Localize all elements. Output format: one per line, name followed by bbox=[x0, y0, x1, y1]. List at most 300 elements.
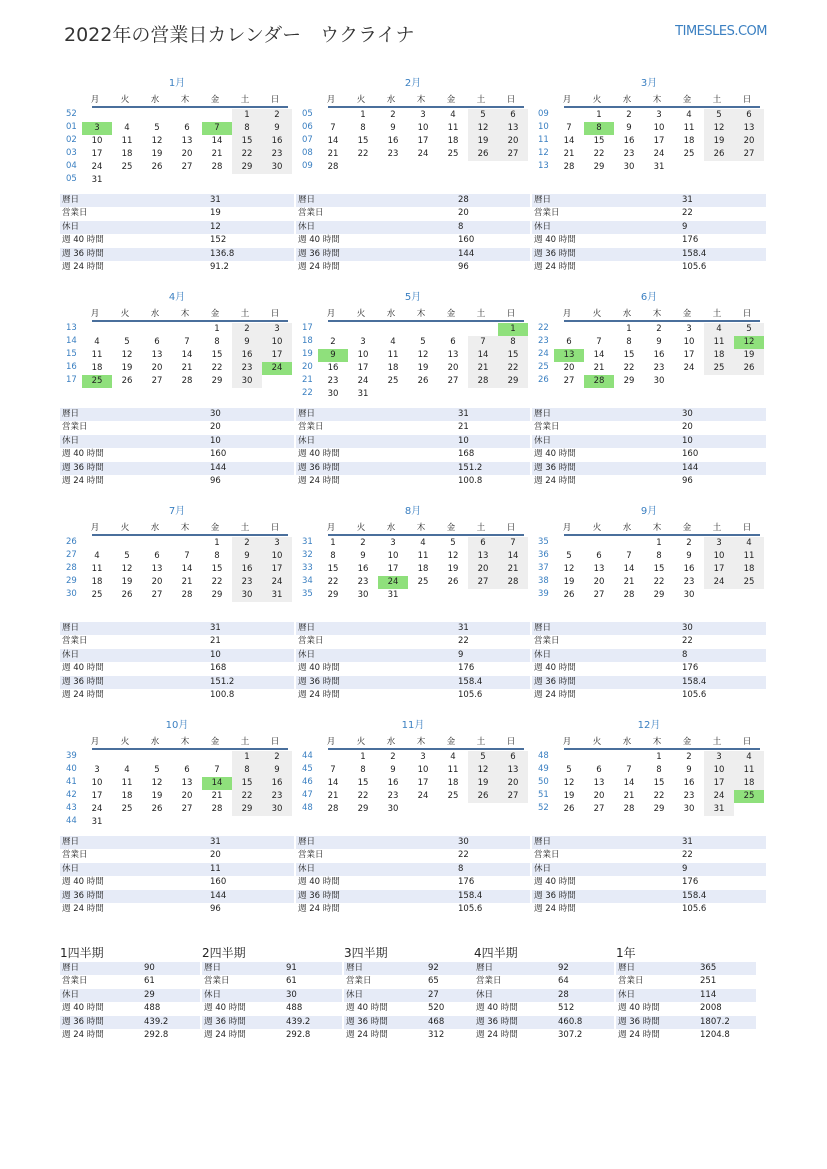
day-cell[interactable]: 10 bbox=[704, 550, 734, 563]
day-cell[interactable]: 26 bbox=[734, 362, 764, 375]
day-cell[interactable]: 29 bbox=[232, 161, 262, 174]
day-cell[interactable]: 1 bbox=[232, 751, 262, 764]
day-cell[interactable]: 29 bbox=[211, 590, 223, 600]
day-cell[interactable]: 21 bbox=[593, 363, 605, 373]
day-cell[interactable]: 11 bbox=[734, 550, 764, 563]
day-cell[interactable]: 15 bbox=[357, 136, 369, 146]
day-cell[interactable]: 25 bbox=[121, 804, 133, 814]
day-cell[interactable]: 22 bbox=[653, 791, 665, 801]
day-cell[interactable]: 24 bbox=[91, 804, 103, 814]
day-cell[interactable]: 13 bbox=[181, 136, 193, 146]
day-cell[interactable]: 3 bbox=[704, 751, 734, 764]
day-cell[interactable]: 24 bbox=[417, 149, 429, 159]
day-cell[interactable]: 2 bbox=[262, 109, 292, 122]
day-cell[interactable]: 17 bbox=[683, 350, 695, 360]
day-cell[interactable]: 14 bbox=[211, 136, 223, 146]
day-cell[interactable]: 12 bbox=[417, 350, 429, 360]
day-cell[interactable]: 9 bbox=[390, 765, 396, 775]
day-cell[interactable]: 9 bbox=[390, 123, 396, 133]
day-cell[interactable]: 26 bbox=[121, 590, 133, 600]
day-cell[interactable]: 5 bbox=[154, 765, 160, 775]
day-cell[interactable]: 15 bbox=[498, 349, 528, 362]
day-cell[interactable]: 11 bbox=[121, 136, 133, 146]
day-cell[interactable]: 12 bbox=[563, 778, 575, 788]
day-cell[interactable]: 1 bbox=[498, 323, 528, 336]
day-cell[interactable]: 23 bbox=[683, 791, 695, 801]
day-cell[interactable]: 3 bbox=[656, 110, 662, 120]
day-cell[interactable]: 5 bbox=[450, 538, 456, 548]
day-cell[interactable]: 14 bbox=[181, 564, 193, 574]
day-cell[interactable]: 22 bbox=[357, 149, 369, 159]
day-cell[interactable]: 22 bbox=[211, 363, 223, 373]
day-cell[interactable]: 13 bbox=[447, 350, 459, 360]
day-cell[interactable]: 2 bbox=[360, 538, 366, 548]
day-cell[interactable]: 19 bbox=[417, 363, 429, 373]
day-cell[interactable]: 17 bbox=[91, 149, 103, 159]
day-cell[interactable]: 19 bbox=[151, 149, 163, 159]
day-cell[interactable]: 13 bbox=[181, 778, 193, 788]
day-cell[interactable]: 25 bbox=[417, 577, 429, 587]
day-cell[interactable]: 26 bbox=[704, 148, 734, 161]
day-cell[interactable]: 28 bbox=[623, 804, 635, 814]
day-cell[interactable]: 30 bbox=[357, 590, 369, 600]
day-cell[interactable]: 12 bbox=[447, 551, 459, 561]
day-cell[interactable]: 7 bbox=[468, 336, 498, 349]
day-cell[interactable]: 25 bbox=[447, 149, 459, 159]
day-cell[interactable]: 5 bbox=[420, 337, 426, 347]
day-cell[interactable]: 21 bbox=[211, 149, 223, 159]
day-cell[interactable]: 18 bbox=[121, 149, 133, 159]
day-cell[interactable]: 17 bbox=[417, 778, 429, 788]
day-cell[interactable]: 13 bbox=[498, 764, 528, 777]
day-cell[interactable]: 18 bbox=[734, 777, 764, 790]
day-cell[interactable]: 11 bbox=[91, 350, 103, 360]
day-cell[interactable]: 9 bbox=[686, 551, 692, 561]
day-cell[interactable]: 23 bbox=[623, 149, 635, 159]
day-cell[interactable]: 12 bbox=[704, 122, 734, 135]
day-cell[interactable]: 19 bbox=[468, 777, 498, 790]
day-cell[interactable]: 4 bbox=[390, 337, 396, 347]
day-cell[interactable]: 12 bbox=[151, 778, 163, 788]
day-cell[interactable]: 24 bbox=[653, 149, 665, 159]
day-cell[interactable]: 22 bbox=[211, 577, 223, 587]
day-cell[interactable]: 28 bbox=[468, 375, 498, 388]
day-cell[interactable]: 1 bbox=[330, 538, 336, 548]
day-cell[interactable]: 8 bbox=[656, 765, 662, 775]
day-cell[interactable]: 5 bbox=[734, 323, 764, 336]
day-cell[interactable]: 20 bbox=[151, 577, 163, 587]
day-cell[interactable]: 29 bbox=[357, 804, 369, 814]
day-cell[interactable]: 20 bbox=[593, 791, 605, 801]
day-cell[interactable]: 14 bbox=[468, 349, 498, 362]
day-cell[interactable]: 1 bbox=[360, 110, 366, 120]
day-cell[interactable]: 26 bbox=[468, 148, 498, 161]
day-cell[interactable]: 18 bbox=[121, 791, 133, 801]
day-cell[interactable]: 21 bbox=[327, 791, 339, 801]
day-cell[interactable]: 27 bbox=[734, 148, 764, 161]
day-cell[interactable]: 8 bbox=[360, 765, 366, 775]
day-cell[interactable]: 23 bbox=[327, 376, 339, 386]
day-cell[interactable]: 23 bbox=[232, 362, 262, 375]
day-cell[interactable]: 11 bbox=[683, 123, 695, 133]
day-cell[interactable]: 14 bbox=[498, 550, 528, 563]
day-cell[interactable]: 5 bbox=[154, 123, 160, 133]
day-cell[interactable]: 13 bbox=[593, 778, 605, 788]
day-cell[interactable]: 2 bbox=[262, 751, 292, 764]
day-cell[interactable]: 16 bbox=[387, 778, 399, 788]
day-cell[interactable]: 6 bbox=[566, 337, 572, 347]
day-cell[interactable]: 23 bbox=[653, 363, 665, 373]
day-cell[interactable]: 28 bbox=[584, 375, 614, 388]
day-cell[interactable]: 13 bbox=[554, 349, 584, 362]
day-cell[interactable]: 7 bbox=[214, 765, 220, 775]
day-cell[interactable]: 4 bbox=[124, 765, 130, 775]
day-cell[interactable]: 6 bbox=[468, 537, 498, 550]
brand-logo-text[interactable]: TIMESLES.COM bbox=[675, 24, 767, 39]
day-cell[interactable]: 20 bbox=[181, 791, 193, 801]
day-cell[interactable]: 23 bbox=[387, 791, 399, 801]
day-cell[interactable]: 15 bbox=[653, 564, 665, 574]
day-cell[interactable]: 26 bbox=[563, 804, 575, 814]
day-cell[interactable]: 7 bbox=[626, 765, 632, 775]
day-cell[interactable]: 25 bbox=[734, 790, 764, 803]
day-cell[interactable]: 4 bbox=[420, 538, 426, 548]
day-cell[interactable]: 10 bbox=[387, 551, 399, 561]
day-cell[interactable]: 8 bbox=[360, 123, 366, 133]
day-cell[interactable]: 27 bbox=[498, 790, 528, 803]
day-cell[interactable]: 10 bbox=[262, 550, 292, 563]
day-cell[interactable]: 6 bbox=[154, 551, 160, 561]
day-cell[interactable]: 9 bbox=[232, 336, 262, 349]
day-cell[interactable]: 6 bbox=[498, 109, 528, 122]
day-cell[interactable]: 10 bbox=[91, 778, 103, 788]
day-cell[interactable]: 29 bbox=[498, 375, 528, 388]
day-cell[interactable]: 21 bbox=[211, 791, 223, 801]
day-cell[interactable]: 3 bbox=[420, 110, 426, 120]
day-cell[interactable]: 18 bbox=[387, 363, 399, 373]
day-cell[interactable]: 22 bbox=[232, 790, 262, 803]
day-cell[interactable]: 17 bbox=[653, 136, 665, 146]
day-cell[interactable]: 26 bbox=[151, 162, 163, 172]
day-cell[interactable]: 19 bbox=[121, 577, 133, 587]
day-cell[interactable]: 8 bbox=[626, 337, 632, 347]
day-cell[interactable]: 10 bbox=[357, 350, 369, 360]
day-cell[interactable]: 12 bbox=[468, 122, 498, 135]
day-cell[interactable]: 21 bbox=[468, 362, 498, 375]
day-cell[interactable]: 4 bbox=[704, 323, 734, 336]
day-cell[interactable]: 8 bbox=[656, 551, 662, 561]
day-cell[interactable]: 29 bbox=[653, 804, 665, 814]
day-cell[interactable]: 12 bbox=[468, 764, 498, 777]
day-cell[interactable]: 13 bbox=[734, 122, 764, 135]
day-cell[interactable]: 20 bbox=[447, 363, 459, 373]
day-cell[interactable]: 18 bbox=[417, 564, 429, 574]
day-cell[interactable]: 2 bbox=[656, 324, 662, 334]
day-cell[interactable]: 14 bbox=[327, 778, 339, 788]
day-cell[interactable]: 2 bbox=[390, 752, 396, 762]
day-cell[interactable]: 2 bbox=[232, 537, 262, 550]
day-cell[interactable]: 10 bbox=[262, 336, 292, 349]
day-cell[interactable]: 7 bbox=[184, 551, 190, 561]
day-cell[interactable]: 5 bbox=[468, 109, 498, 122]
day-cell[interactable]: 1 bbox=[232, 109, 262, 122]
day-cell[interactable]: 25 bbox=[704, 362, 734, 375]
day-cell[interactable]: 21 bbox=[327, 149, 339, 159]
day-cell[interactable]: 27 bbox=[563, 376, 575, 386]
day-cell[interactable]: 15 bbox=[623, 350, 635, 360]
day-cell[interactable]: 24 bbox=[91, 162, 103, 172]
day-cell[interactable]: 28 bbox=[181, 376, 193, 386]
day-cell[interactable]: 4 bbox=[686, 110, 692, 120]
day-cell[interactable]: 31 bbox=[91, 175, 103, 185]
day-cell[interactable]: 6 bbox=[596, 551, 602, 561]
day-cell[interactable]: 13 bbox=[468, 550, 498, 563]
day-cell[interactable]: 16 bbox=[623, 136, 635, 146]
day-cell[interactable]: 31 bbox=[357, 389, 369, 399]
day-cell[interactable]: 24 bbox=[704, 790, 734, 803]
day-cell[interactable]: 15 bbox=[593, 136, 605, 146]
day-cell[interactable]: 3 bbox=[390, 538, 396, 548]
day-cell[interactable]: 25 bbox=[82, 375, 112, 388]
day-cell[interactable]: 31 bbox=[262, 589, 292, 602]
day-cell[interactable]: 28 bbox=[181, 590, 193, 600]
day-cell[interactable]: 22 bbox=[327, 577, 339, 587]
day-cell[interactable]: 7 bbox=[566, 123, 572, 133]
day-cell[interactable]: 14 bbox=[181, 350, 193, 360]
day-cell[interactable]: 31 bbox=[387, 590, 399, 600]
day-cell[interactable]: 7 bbox=[498, 537, 528, 550]
day-cell[interactable]: 24 bbox=[262, 576, 292, 589]
day-cell[interactable]: 27 bbox=[151, 376, 163, 386]
day-cell[interactable]: 7 bbox=[202, 122, 232, 135]
day-cell[interactable]: 22 bbox=[623, 363, 635, 373]
day-cell[interactable]: 17 bbox=[357, 363, 369, 373]
day-cell[interactable]: 28 bbox=[327, 162, 339, 172]
day-cell[interactable]: 24 bbox=[704, 576, 734, 589]
day-cell[interactable]: 26 bbox=[563, 590, 575, 600]
day-cell[interactable]: 28 bbox=[563, 162, 575, 172]
day-cell[interactable]: 18 bbox=[683, 136, 695, 146]
day-cell[interactable]: 4 bbox=[94, 551, 100, 561]
day-cell[interactable]: 8 bbox=[232, 122, 262, 135]
day-cell[interactable]: 5 bbox=[566, 765, 572, 775]
day-cell[interactable]: 9 bbox=[626, 123, 632, 133]
day-cell[interactable]: 6 bbox=[184, 765, 190, 775]
day-cell[interactable]: 23 bbox=[232, 576, 262, 589]
day-cell[interactable]: 15 bbox=[211, 350, 223, 360]
day-cell[interactable]: 10 bbox=[683, 337, 695, 347]
day-cell[interactable]: 10 bbox=[91, 136, 103, 146]
day-cell[interactable]: 30 bbox=[387, 804, 399, 814]
day-cell[interactable]: 16 bbox=[232, 349, 262, 362]
day-cell[interactable]: 21 bbox=[563, 149, 575, 159]
day-cell[interactable]: 4 bbox=[734, 537, 764, 550]
day-cell[interactable]: 27 bbox=[447, 376, 459, 386]
day-cell[interactable]: 2 bbox=[626, 110, 632, 120]
day-cell[interactable]: 8 bbox=[498, 336, 528, 349]
day-cell[interactable]: 4 bbox=[450, 110, 456, 120]
day-cell[interactable]: 9 bbox=[686, 765, 692, 775]
day-cell[interactable]: 9 bbox=[656, 337, 662, 347]
day-cell[interactable]: 26 bbox=[468, 790, 498, 803]
day-cell[interactable]: 16 bbox=[327, 363, 339, 373]
day-cell[interactable]: 6 bbox=[184, 123, 190, 133]
day-cell[interactable]: 18 bbox=[734, 563, 764, 576]
day-cell[interactable]: 8 bbox=[232, 764, 262, 777]
day-cell[interactable]: 15 bbox=[327, 564, 339, 574]
day-cell[interactable]: 19 bbox=[121, 363, 133, 373]
day-cell[interactable]: 1 bbox=[360, 752, 366, 762]
day-cell[interactable]: 6 bbox=[596, 765, 602, 775]
day-cell[interactable]: 11 bbox=[704, 336, 734, 349]
day-cell[interactable]: 2 bbox=[330, 337, 336, 347]
day-cell[interactable]: 30 bbox=[623, 162, 635, 172]
day-cell[interactable]: 20 bbox=[181, 149, 193, 159]
day-cell[interactable]: 23 bbox=[387, 149, 399, 159]
day-cell[interactable]: 21 bbox=[498, 563, 528, 576]
day-cell[interactable]: 29 bbox=[232, 803, 262, 816]
day-cell[interactable]: 8 bbox=[584, 122, 614, 135]
day-cell[interactable]: 25 bbox=[387, 376, 399, 386]
day-cell[interactable]: 11 bbox=[387, 350, 399, 360]
day-cell[interactable]: 27 bbox=[151, 590, 163, 600]
day-cell[interactable]: 8 bbox=[214, 337, 220, 347]
day-cell[interactable]: 7 bbox=[596, 337, 602, 347]
day-cell[interactable]: 17 bbox=[704, 777, 734, 790]
day-cell[interactable]: 28 bbox=[211, 162, 223, 172]
day-cell[interactable]: 27 bbox=[181, 804, 193, 814]
day-cell[interactable]: 3 bbox=[686, 324, 692, 334]
day-cell[interactable]: 3 bbox=[420, 752, 426, 762]
day-cell[interactable]: 6 bbox=[450, 337, 456, 347]
day-cell[interactable]: 1 bbox=[626, 324, 632, 334]
day-cell[interactable]: 18 bbox=[704, 349, 734, 362]
day-cell[interactable]: 24 bbox=[262, 362, 292, 375]
day-cell[interactable]: 25 bbox=[683, 149, 695, 159]
day-cell[interactable]: 5 bbox=[124, 551, 130, 561]
day-cell[interactable]: 24 bbox=[683, 363, 695, 373]
day-cell[interactable]: 26 bbox=[417, 376, 429, 386]
day-cell[interactable]: 29 bbox=[327, 590, 339, 600]
day-cell[interactable]: 14 bbox=[202, 777, 232, 790]
day-cell[interactable]: 26 bbox=[447, 577, 459, 587]
day-cell[interactable]: 1 bbox=[214, 538, 220, 548]
day-cell[interactable]: 9 bbox=[360, 551, 366, 561]
day-cell[interactable]: 14 bbox=[623, 778, 635, 788]
day-cell[interactable]: 2 bbox=[686, 538, 692, 548]
day-cell[interactable]: 16 bbox=[357, 564, 369, 574]
day-cell[interactable]: 20 bbox=[498, 777, 528, 790]
day-cell[interactable]: 31 bbox=[653, 162, 665, 172]
day-cell[interactable]: 27 bbox=[593, 804, 605, 814]
day-cell[interactable]: 30 bbox=[683, 804, 695, 814]
day-cell[interactable]: 22 bbox=[498, 362, 528, 375]
day-cell[interactable]: 3 bbox=[262, 537, 292, 550]
day-cell[interactable]: 19 bbox=[563, 577, 575, 587]
day-cell[interactable]: 20 bbox=[151, 363, 163, 373]
day-cell[interactable]: 30 bbox=[683, 590, 695, 600]
day-cell[interactable]: 26 bbox=[151, 804, 163, 814]
day-cell[interactable]: 13 bbox=[498, 122, 528, 135]
day-cell[interactable]: 16 bbox=[262, 135, 292, 148]
day-cell[interactable]: 23 bbox=[262, 790, 292, 803]
day-cell[interactable]: 5 bbox=[468, 751, 498, 764]
day-cell[interactable]: 13 bbox=[151, 350, 163, 360]
day-cell[interactable]: 7 bbox=[330, 123, 336, 133]
day-cell[interactable]: 12 bbox=[121, 350, 133, 360]
day-cell[interactable]: 9 bbox=[262, 764, 292, 777]
day-cell[interactable]: 2 bbox=[686, 752, 692, 762]
day-cell[interactable]: 20 bbox=[468, 563, 498, 576]
day-cell[interactable]: 17 bbox=[262, 349, 292, 362]
day-cell[interactable]: 27 bbox=[181, 162, 193, 172]
day-cell[interactable]: 28 bbox=[623, 590, 635, 600]
day-cell[interactable]: 18 bbox=[447, 778, 459, 788]
day-cell[interactable]: 30 bbox=[262, 803, 292, 816]
day-cell[interactable]: 11 bbox=[91, 564, 103, 574]
day-cell[interactable]: 28 bbox=[211, 804, 223, 814]
day-cell[interactable]: 30 bbox=[327, 389, 339, 399]
day-cell[interactable]: 21 bbox=[181, 363, 193, 373]
day-cell[interactable]: 12 bbox=[734, 336, 764, 349]
day-cell[interactable]: 28 bbox=[498, 576, 528, 589]
day-cell[interactable]: 15 bbox=[653, 778, 665, 788]
day-cell[interactable]: 29 bbox=[623, 376, 635, 386]
day-cell[interactable]: 20 bbox=[593, 577, 605, 587]
day-cell[interactable]: 17 bbox=[91, 791, 103, 801]
day-cell[interactable]: 17 bbox=[387, 564, 399, 574]
day-cell[interactable]: 29 bbox=[211, 376, 223, 386]
day-cell[interactable]: 6 bbox=[154, 337, 160, 347]
day-cell[interactable]: 4 bbox=[94, 337, 100, 347]
day-cell[interactable]: 13 bbox=[151, 564, 163, 574]
day-cell[interactable]: 24 bbox=[378, 576, 408, 589]
day-cell[interactable]: 18 bbox=[447, 136, 459, 146]
day-cell[interactable]: 19 bbox=[734, 349, 764, 362]
day-cell[interactable]: 8 bbox=[330, 551, 336, 561]
day-cell[interactable]: 19 bbox=[704, 135, 734, 148]
day-cell[interactable]: 22 bbox=[357, 791, 369, 801]
day-cell[interactable]: 5 bbox=[566, 551, 572, 561]
day-cell[interactable]: 12 bbox=[121, 564, 133, 574]
day-cell[interactable]: 15 bbox=[211, 564, 223, 574]
day-cell[interactable]: 17 bbox=[704, 563, 734, 576]
day-cell[interactable]: 14 bbox=[623, 564, 635, 574]
day-cell[interactable]: 30 bbox=[262, 161, 292, 174]
day-cell[interactable]: 16 bbox=[683, 778, 695, 788]
day-cell[interactable]: 30 bbox=[232, 589, 262, 602]
day-cell[interactable]: 21 bbox=[623, 577, 635, 587]
day-cell[interactable]: 11 bbox=[121, 778, 133, 788]
day-cell[interactable]: 18 bbox=[91, 577, 103, 587]
day-cell[interactable]: 4 bbox=[124, 123, 130, 133]
day-cell[interactable]: 24 bbox=[357, 376, 369, 386]
day-cell[interactable]: 7 bbox=[184, 337, 190, 347]
day-cell[interactable]: 3 bbox=[360, 337, 366, 347]
day-cell[interactable]: 6 bbox=[498, 751, 528, 764]
day-cell[interactable]: 21 bbox=[181, 577, 193, 587]
day-cell[interactable]: 14 bbox=[327, 136, 339, 146]
day-cell[interactable]: 11 bbox=[447, 123, 459, 133]
day-cell[interactable]: 1 bbox=[214, 324, 220, 334]
day-cell[interactable]: 22 bbox=[593, 149, 605, 159]
day-cell[interactable]: 15 bbox=[357, 778, 369, 788]
day-cell[interactable]: 9 bbox=[262, 122, 292, 135]
day-cell[interactable]: 12 bbox=[151, 136, 163, 146]
day-cell[interactable]: 25 bbox=[447, 791, 459, 801]
day-cell[interactable]: 1 bbox=[596, 110, 602, 120]
day-cell[interactable]: 22 bbox=[232, 148, 262, 161]
